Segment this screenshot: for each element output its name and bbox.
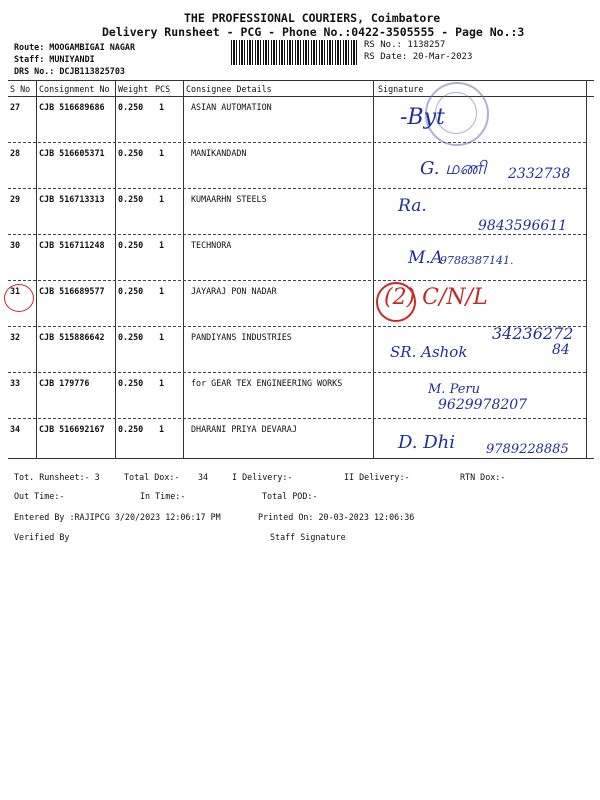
tot-runsheet: Tot. Runsheet:- 3	[14, 472, 100, 482]
row-pcs: 1	[159, 424, 165, 434]
col-divider-4	[373, 80, 374, 458]
signature-32: SR. Ashok	[390, 343, 468, 361]
row-divider	[8, 142, 586, 143]
phone-28: 2332738	[508, 166, 571, 182]
row-pcs: 1	[159, 240, 165, 250]
signature-28: G. மணி	[420, 158, 487, 179]
col-weight: Weight	[118, 84, 149, 94]
row-consignee: PANDIYANS INDUSTRIES	[191, 332, 292, 342]
table-header	[0, 84, 600, 98]
row-divider	[8, 234, 586, 235]
row-divider	[8, 372, 586, 373]
table-row	[0, 286, 600, 300]
row-sno: 29	[10, 194, 21, 204]
signature-34: D. Dhi	[398, 432, 456, 453]
phone-32b: 84	[552, 342, 570, 358]
row-divider	[8, 280, 586, 281]
out-time: Out Time:-	[14, 491, 65, 501]
table-bottom-border	[8, 458, 594, 459]
runsheet-subtitle: Delivery Runsheet - PCG - Phone No.:0422-3505555 - Page No.:3	[102, 25, 525, 39]
row-consignee: ASIAN AUTOMATION	[191, 102, 272, 112]
row-pcs: 1	[159, 102, 165, 112]
row-consignment: CJB 516713313	[39, 194, 105, 204]
drs-number: DRS No.: DCJB113825703	[14, 66, 125, 76]
phone-29: 9843596611	[478, 218, 568, 234]
ii-delivery: II Delivery:-	[344, 472, 410, 482]
row-weight: 0.250	[118, 240, 144, 250]
total-dox-value: 34	[198, 472, 209, 482]
phone-34: 9789228885	[486, 442, 569, 457]
table-right-border	[586, 80, 587, 458]
row-31-circle	[4, 284, 34, 312]
phone-33: 9629978207	[438, 397, 528, 413]
col-divider-3	[183, 80, 184, 458]
row-sno: 32	[10, 332, 21, 342]
total-dox-label: Total Dox:-	[124, 472, 180, 482]
signature-27: -Byt	[400, 105, 445, 130]
in-time: In Time:-	[140, 491, 186, 501]
row-consignment: CJB 515886642	[39, 332, 105, 342]
col-consignment: Consignment No	[39, 84, 110, 94]
row-weight: 0.250	[118, 286, 144, 296]
col-sno: S No	[10, 84, 31, 94]
row-sno: 31	[10, 286, 21, 296]
entered-by: Entered By :RAJIPCG 3/20/2023 12:06:17 PM	[14, 512, 221, 522]
table-row	[0, 424, 600, 438]
company-title: THE PROFESSIONAL COURIERS, Coimbatore	[184, 11, 441, 25]
row-divider	[8, 418, 586, 419]
staff-label: Staff: MUNIYANDI	[14, 54, 95, 64]
route-label: Route: MOOGAMBIGAI NAGAR	[14, 42, 136, 52]
row-consignment: CJB 179776	[39, 378, 90, 388]
row-consignee: for GEAR TEX ENGINEERING WORKS	[191, 378, 343, 388]
staff-signature: Staff Signature	[270, 532, 346, 542]
row-sno: 27	[10, 102, 21, 112]
row-pcs: 1	[159, 378, 165, 388]
row-divider	[8, 188, 586, 189]
signature-33: M. Peru	[428, 382, 481, 397]
signature-30: M.A	[408, 248, 444, 268]
row-sno: 34	[10, 424, 21, 434]
row-weight: 0.250	[118, 332, 144, 342]
phone-30: 9788387141.	[440, 254, 514, 267]
col-consignee: Consignee Details	[186, 84, 272, 94]
row-weight: 0.250	[118, 102, 144, 112]
table-row	[0, 102, 600, 116]
rs-date: RS Date: 20-Mar-2023	[364, 52, 473, 62]
printed-on: Printed On: 20-03-2023 12:06:36	[258, 512, 415, 522]
row-consignment: CJB 516689577	[39, 286, 105, 296]
table-row	[0, 148, 600, 162]
col-divider-1	[36, 80, 37, 458]
table-top-border	[8, 80, 594, 81]
rtn-dox: RTN Dox:-	[460, 472, 506, 482]
col-signature: Signature	[378, 84, 424, 94]
row-sno: 33	[10, 378, 21, 388]
barcode	[231, 40, 358, 65]
table-row	[0, 378, 600, 392]
row-pcs: 1	[159, 332, 165, 342]
col-divider-2	[115, 80, 116, 458]
signature-29: Ra.	[398, 196, 427, 216]
row-weight: 0.250	[118, 378, 144, 388]
row-sno: 30	[10, 240, 21, 250]
row-consignment: CJB 516605371	[39, 148, 105, 158]
row-weight: 0.250	[118, 194, 144, 204]
verified-by: Verified By	[14, 532, 70, 542]
row-consignee: KUMAARHN STEELS	[191, 194, 267, 204]
row-consignee: JAYARAJ PON NADAR	[191, 286, 277, 296]
row-weight: 0.250	[118, 424, 144, 434]
row-consignee: TECHNORA	[191, 240, 232, 250]
table-row	[0, 194, 600, 208]
rs-number: RS No.: 1138257	[364, 40, 446, 50]
row-sno: 28	[10, 148, 21, 158]
row-consignee: MANIKANDADN	[191, 148, 247, 158]
row-pcs: 1	[159, 286, 165, 296]
row-consignment: CJB 516689686	[39, 102, 105, 112]
i-delivery: I Delivery:-	[232, 472, 293, 482]
col-pcs: PCS	[155, 84, 171, 94]
table-row	[0, 240, 600, 254]
total-pod: Total POD:-	[262, 491, 318, 501]
row-consignment: CJB 516711248	[39, 240, 105, 250]
row-pcs: 1	[159, 194, 165, 204]
phone-32a: 34236272	[492, 324, 574, 343]
row-pcs: 1	[159, 148, 165, 158]
row-consignee: DHARANI PRIYA DEVARAJ	[191, 424, 297, 434]
signature-31: (2) C/N/L	[384, 285, 488, 310]
row-weight: 0.250	[118, 148, 144, 158]
row-consignment: CJB 516692167	[39, 424, 105, 434]
